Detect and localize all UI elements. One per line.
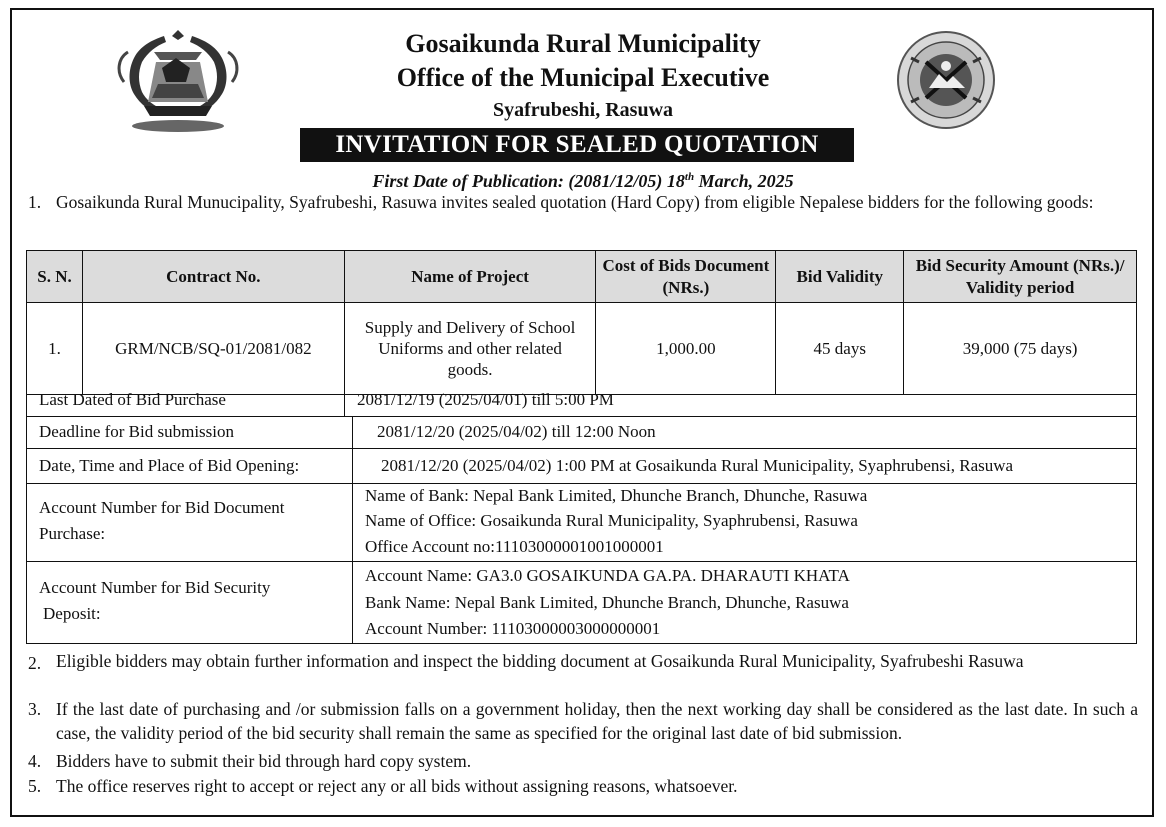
- office-location: Syafrubeshi, Rasuwa: [492, 99, 674, 121]
- note-number: 3.: [28, 699, 42, 719]
- note-item: [28, 651, 1138, 672]
- account-purchase-row: [26, 484, 1137, 562]
- bid-opening-row: [26, 449, 1137, 484]
- header-sn: S. N.: [27, 251, 83, 303]
- bid-purchase-row: [26, 386, 1137, 417]
- notice-title-banner: INVITATION FOR SEALED QUOTATION: [300, 128, 854, 162]
- intro-number: 1.: [28, 192, 42, 212]
- bid-table-header-row: [27, 251, 1137, 303]
- publication-date-ordinal: th: [684, 171, 695, 183]
- note-text: Eligible bidders may obtain further information and inspect the bidding document at Gosaikunda Rural Municipality, Syafrubeshi Rasuwa: [56, 651, 1024, 671]
- bid-opening-label: Date, Time and Place of Bid Opening:: [39, 456, 300, 475]
- bid-table: [26, 250, 1137, 395]
- account-security-bank: Bank Name: Nepal Bank Limited, Dhunche Branch, Dhunche, Rasuwa: [365, 593, 849, 612]
- bid-opening-value: 2081/12/20 (2025/04/02) 1:00 PM at Gosaikunda Rural Municipality, Syaphrubensi, Rasuwa: [381, 456, 1014, 475]
- account-security-label-cont: Deposit:: [43, 604, 101, 623]
- header-project-name: Name of Project: [344, 251, 596, 303]
- cell-security: 39,000 (75 days): [904, 303, 1137, 395]
- account-security-number: Account Number: 11103000003000000001: [365, 619, 661, 638]
- account-security-name: Account Name: GA3.0 GOSAIKUNDA GA.PA. DHARAUTI KHATA: [365, 566, 850, 585]
- note-number: 5.: [28, 776, 42, 796]
- note-item: [28, 697, 1138, 745]
- account-purchase-number: Office Account no:11103000001001000001: [365, 537, 664, 556]
- bid-submission-label: Deadline for Bid submission: [39, 422, 235, 441]
- cell-sn: 1.: [27, 303, 83, 395]
- account-purchase-label: Account Number for Bid Document: [39, 498, 285, 517]
- note-text: The office reserves right to accept or reject any or all bids without assigning reasons, whatsoever.: [56, 776, 738, 796]
- publication-date: [0, 165, 1166, 193]
- note-item: [28, 749, 1138, 773]
- account-purchase-office: Name of Office: Gosaikunda Rural Municipality, Syaphrubensi, Rasuwa: [365, 511, 858, 530]
- account-purchase-label-cont: Purchase:: [39, 524, 106, 543]
- office-name: Office of the Municipal Executive: [396, 63, 770, 92]
- account-purchase-bank: Name of Bank: Nepal Bank Limited, Dhunche Branch, Dhunche, Rasuwa: [365, 486, 868, 505]
- cell-validity: 45 days: [776, 303, 904, 395]
- cell-contract-no: GRM/NCB/SQ-01/2081/082: [82, 303, 344, 395]
- note-text: Bidders have to submit their bid through hard copy system.: [56, 751, 472, 771]
- header-cost-of-bids: Cost of Bids Document (NRs.): [596, 251, 776, 303]
- bid-purchase-value: 2081/12/19 (2025/04/01) till 5:00 PM: [357, 390, 614, 409]
- header-bid-validity: Bid Validity: [776, 251, 904, 303]
- note-number: 2.: [28, 653, 42, 673]
- bid-purchase-label: Last Dated of Bid Purchase: [39, 390, 226, 409]
- bid-submission-row: [26, 417, 1137, 449]
- intro-text: Gosaikunda Rural Munucipality, Syafrubeshi, Rasuwa invites sealed quotation (Hard Copy) from eligible Nepalese bidders for the following goods:: [56, 192, 1094, 212]
- table-row: [27, 303, 1137, 395]
- bid-submission-value: 2081/12/20 (2025/04/02) till 12:00 Noon: [377, 422, 656, 441]
- publication-date-prefix: First Date of Publication: (2081/12/05) 18: [372, 171, 685, 191]
- municipality-name: Gosaikunda Rural Municipality: [405, 29, 761, 58]
- intro-paragraph: [28, 190, 1138, 214]
- cell-cost: 1,000.00: [596, 303, 776, 395]
- header-contract-no: Contract No.: [82, 251, 344, 303]
- header-bid-security: Bid Security Amount (NRs.)/ Validity period: [904, 251, 1137, 303]
- account-security-label: Account Number for Bid Security: [39, 578, 271, 597]
- note-item: [28, 774, 1138, 798]
- publication-date-suffix: March, 2025: [694, 171, 794, 191]
- account-security-row: [26, 562, 1137, 644]
- note-number: 4.: [28, 751, 42, 771]
- note-text: If the last date of purchasing and /or submission falls on a government holiday, then the next working day shall be considered as the last date. In such a case, the validity period of the bid security shall remain the same as specified for the original last date of bid submission.: [56, 699, 1138, 743]
- cell-project-name: Supply and Delivery of School Uniforms and other related goods.: [344, 303, 596, 395]
